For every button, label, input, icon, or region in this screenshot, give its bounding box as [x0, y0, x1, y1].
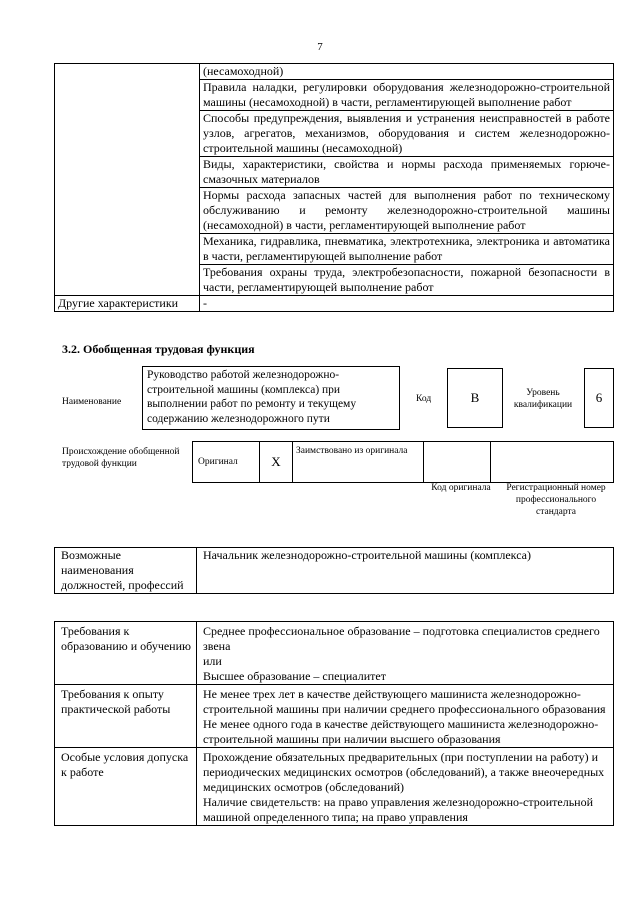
- reg-number-caption: Регистрационный номер профессионального стандарта: [506, 483, 606, 517]
- positions-label: Возможные наименования должностей, профессий: [55, 548, 197, 594]
- code-original-cell: [424, 442, 491, 483]
- borrowed-label: Заимствовано из оригинала: [293, 442, 424, 483]
- code-original-caption: Код оригинала: [431, 483, 491, 493]
- admission-value: [197, 748, 614, 826]
- table-row: (несамоходной): [200, 64, 614, 80]
- other-characteristics-value: -: [200, 296, 614, 312]
- list-item: Наличие свидетельств: на право управления железнодорожно-строительной машиной определенного типа; на право управления: [203, 795, 594, 824]
- level-value: 6: [584, 368, 614, 428]
- table-row: Способы предупреждения, выявления и устранения неисправностей в работе узлов, агрегатов, механизмов, оборудования и систем железнодорожно-строительной машины (несамоходной): [200, 111, 614, 157]
- experience-value: [197, 685, 614, 748]
- positions-table: [54, 547, 614, 594]
- table-row: [55, 685, 614, 748]
- empty-label-cell: [55, 64, 200, 296]
- section-heading: 3.2. Обобщенная трудовая функция: [62, 342, 255, 356]
- list-item: Не менее трех лет в качестве действующего машиниста железнодорожно-строительной машины при наличии среднего профессионального образования: [203, 687, 606, 716]
- list-item: Прохождение обязательных предварительных (при поступлении на работу) и периодических медицинских осмотров (обследований), а также внеочередных медицинских осмотров (обследований): [203, 750, 605, 794]
- table-row: [55, 748, 614, 826]
- code-label: Код: [416, 394, 432, 404]
- function-name: Руководство работой железнодорожно-строительной машины (комплекса) при выполнении работ по ремонту и текущему содержанию железнодорожного пути: [142, 366, 400, 430]
- table-row: Требования охраны труда, электробезопасности, пожарной безопасности в части, регламентирующей выполнение работ: [200, 265, 614, 296]
- original-mark: X: [260, 442, 293, 483]
- table-row: Виды, характеристики, свойства и нормы расхода применяемых горюче-смазочных материалов: [200, 157, 614, 188]
- name-label: Наименование: [62, 397, 122, 407]
- code-value: B: [447, 368, 503, 428]
- education-label: Требования к образованию и обучению: [55, 622, 197, 685]
- experience-label: Требования к опыту практической работы: [55, 685, 197, 748]
- level-label: Уровень квалификации: [513, 388, 573, 410]
- table-row: [55, 622, 614, 685]
- original-label: Оригинал: [193, 442, 260, 483]
- table-row: Механика, гидравлика, пневматика, электротехника, электроника и автоматика в части, регламентирующей выполнение работ: [200, 234, 614, 265]
- page-number: 7: [317, 41, 323, 53]
- table-row: Правила наладки, регулировки оборудования железнодорожно-строительной машины (несамоходной) в части, регламентирующей выполнение работ: [200, 80, 614, 111]
- admission-label: Особые условия допуска к работе: [55, 748, 197, 826]
- other-characteristics-label: Другие характеристики: [55, 296, 200, 312]
- origin-table: [192, 441, 614, 483]
- knowledge-table: [54, 63, 614, 312]
- table-row: Нормы расхода запасных частей для выполнения работ по техническому обслуживанию и ремонту железнодорожно-строительной машины (несамоходной) в части, регламентирующей выполнение работ: [200, 188, 614, 234]
- positions-value: Начальник железнодорожно-строительной машины (комплекса): [197, 548, 614, 594]
- list-item: Не менее одного года в качестве действующего машиниста железнодорожно-строительной машины при наличии высшего образования: [203, 717, 599, 746]
- requirements-table: [54, 621, 614, 826]
- list-item: Высшее образование – специалитет: [203, 669, 386, 683]
- origin-label: Происхождение обобщенной трудовой функции: [62, 447, 180, 469]
- list-item: или: [203, 654, 222, 668]
- education-value: [197, 622, 614, 685]
- list-item: Среднее профессиональное образование – подготовка специалистов среднего звена: [203, 624, 600, 653]
- reg-number-cell: [491, 442, 614, 483]
